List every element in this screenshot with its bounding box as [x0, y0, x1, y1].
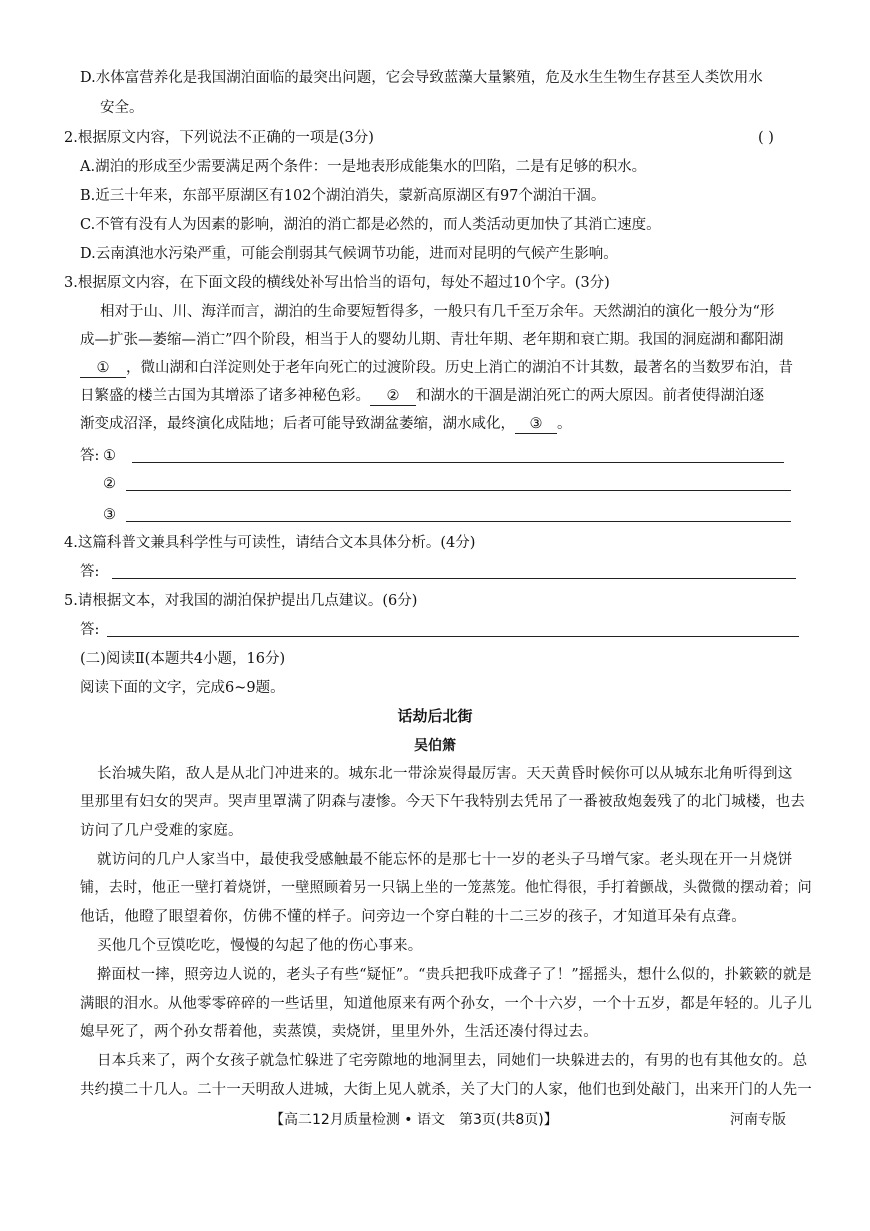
q3-blank-1[interactable]: ① — [80, 359, 126, 378]
q2-option-c: C.不管有没有人为因素的影响，湖泊的消亡都是必然的，而人类活动更加快了其消亡速度。 — [80, 217, 661, 233]
q2-answer-paren: ( ) — [758, 130, 774, 146]
q3-answer-label-1: ① — [103, 448, 116, 464]
q3-blank-3[interactable]: ③ — [515, 415, 557, 434]
q4-stem: 4.这篇科普文兼具科学性与可读性，请结合文本具体分析。(4分) — [64, 535, 476, 551]
q3-answer-prefix: 答: — [80, 448, 100, 464]
section2-instruction: 阅读下面的文字，完成6~9题。 — [80, 680, 285, 696]
q4-answer-prefix: 答: — [80, 564, 100, 580]
footer-edition: 河南专版 — [730, 1112, 786, 1128]
story-line: 擀面杖一摔，照旁边人说的，老头子有些“疑怔”。“贵兵把我吓成聋子了！”摇摇头，想什么似的，扑簌簌的就是 — [97, 967, 812, 983]
q1-option-d-line2: 安全。 — [100, 100, 144, 116]
section2-heading: (二)阅读Ⅱ(本题共4小题，16分) — [80, 651, 286, 667]
q2-option-d: D.云南滇池水污染严重，可能会削弱其气候调节功能，进而对昆明的气候产生影响。 — [80, 246, 618, 262]
q3-paragraph-line5-end: 。 — [557, 416, 572, 432]
q3-answer-line-3[interactable] — [126, 521, 791, 522]
q3-blank-2[interactable]: ② — [370, 387, 416, 406]
q5-answer-prefix: 答: — [80, 622, 100, 638]
q3-stem: 3.根据原文内容，在下面文段的横线处补写出恰当的语句，每处不超过10个字。(3分) — [64, 275, 610, 291]
footer-page-info: 【高二12月质量检测 • 语文 第3页(共8页)】 — [270, 1112, 558, 1128]
story-line: 共约摸二十几人。二十一天明敌人进城，大街上见人就杀，关了大门的人家，他们也到处敲门，出来开门的人先一 — [80, 1082, 813, 1098]
q2-option-b: B.近三十年来，东部平原湖区有102个湖泊消失，蒙新高原湖区有97个湖泊干涸。 — [80, 188, 606, 204]
q2-stem: 2.根据原文内容，下列说法不正确的一项是(3分) — [64, 130, 374, 146]
story-line: 里那里有妇女的哭声。哭声里罩满了阴森与凄惨。今天下午我特别去凭吊了一番被敌炮轰残了的北门城楼，也去 — [80, 794, 806, 810]
q3-paragraph-line4-text-after: 和湖水的干涸是湖泊死亡的两大原因。前者使得湖泊逐 — [416, 388, 764, 404]
story-line: 满眼的泪水。从他零零碎碎的一些话里，知道他原来有两个孙女，一个十六岁，一个十五岁，都是年轻的。儿子儿 — [80, 996, 813, 1012]
q5-answer-line[interactable] — [107, 636, 799, 637]
story-author: 吴伯箫 — [414, 738, 456, 754]
q3-paragraph-line1: 相对于山、川、海洋而言，湖泊的生命要短暂得多，一般只有几千至万余年。天然湖泊的演化一般分为“形 — [100, 304, 775, 320]
q3-paragraph-line3 — [80, 358, 793, 378]
q3-paragraph-line3-text: ，微山湖和白洋淀则处于老年向死亡的过渡阶段。历史上消亡的湖泊不计其数，最著名的当数罗布泊，昔 — [126, 360, 793, 376]
story-line: 访问了几户受难的家庭。 — [80, 823, 243, 839]
story-line: 长治城失陷，敌人是从北门冲进来的。城东北一带涂炭得最厉害。天天黄昏时候你可以从城东北角听得到这 — [97, 766, 793, 782]
story-line: 就访问的几户人家当中，最使我受感触最不能忘怀的是那七十一岁的老头子马增气家。老头现在开一爿烧饼 — [97, 852, 793, 868]
story-line: 铺，去时，他正一壁打着烧饼，一壁照顾着另一只锅上坐的一笼蒸笼。他忙得很，手打着颤战，头微微的摆动着；问 — [80, 880, 813, 896]
story-title: 话劫后北街 — [397, 707, 473, 725]
q3-answer-line-1[interactable] — [132, 462, 784, 463]
q3-paragraph-line5-text: 渐变成沼泽，最终演化成陆地；后者可能导致湖盆萎缩，湖水咸化， — [80, 416, 515, 432]
q3-paragraph-line5 — [80, 414, 572, 434]
story-line: 日本兵来了，两个女孩子就急忙躲进了宅旁隙地的地洞里去，同她们一块躲进去的，有男的也有其他女的。总 — [97, 1053, 808, 1069]
q3-answer-label-3: ③ — [103, 507, 116, 523]
q5-stem: 5.请根据文本，对我国的湖泊保护提出几点建议。(6分) — [64, 593, 418, 609]
q3-answer-line-2[interactable] — [126, 490, 791, 491]
q1-option-d-line1: D.水体富营养化是我国湖泊面临的最突出问题，它会导致蓝藻大量繁殖，危及水生生物生存甚至人类饮用水 — [80, 70, 763, 86]
q3-paragraph-line4 — [80, 386, 764, 406]
q3-answer-label-2: ② — [103, 476, 116, 492]
story-line: 买他几个豆馍吃吃，慢慢的勾起了他的伤心事来。 — [97, 938, 423, 954]
q4-answer-line[interactable] — [112, 578, 796, 579]
story-line: 媳早死了，两个孙女帮着他，卖蒸馍，卖烧饼，里里外外，生活还凑付得过去。 — [80, 1024, 598, 1040]
q3-paragraph-line4-text: 日繁盛的楼兰古国为其增添了诸多神秘色彩。 — [80, 388, 370, 404]
story-line: 他话，他瞪了眼望着你，仿佛不懂的样子。问旁边一个穿白鞋的十二三岁的孩子，才知道耳朵有点聋。 — [80, 909, 746, 925]
q3-paragraph-line2: 成—扩张—萎缩—消亡”四个阶段，相当于人的婴幼儿期、青壮年期、老年期和衰亡期。我国的洞庭湖和鄱阳湖 — [80, 332, 784, 348]
q2-option-a: A.湖泊的形成至少需要满足两个条件：一是地表形成能集水的凹陷，二是有足够的积水。 — [80, 159, 647, 175]
